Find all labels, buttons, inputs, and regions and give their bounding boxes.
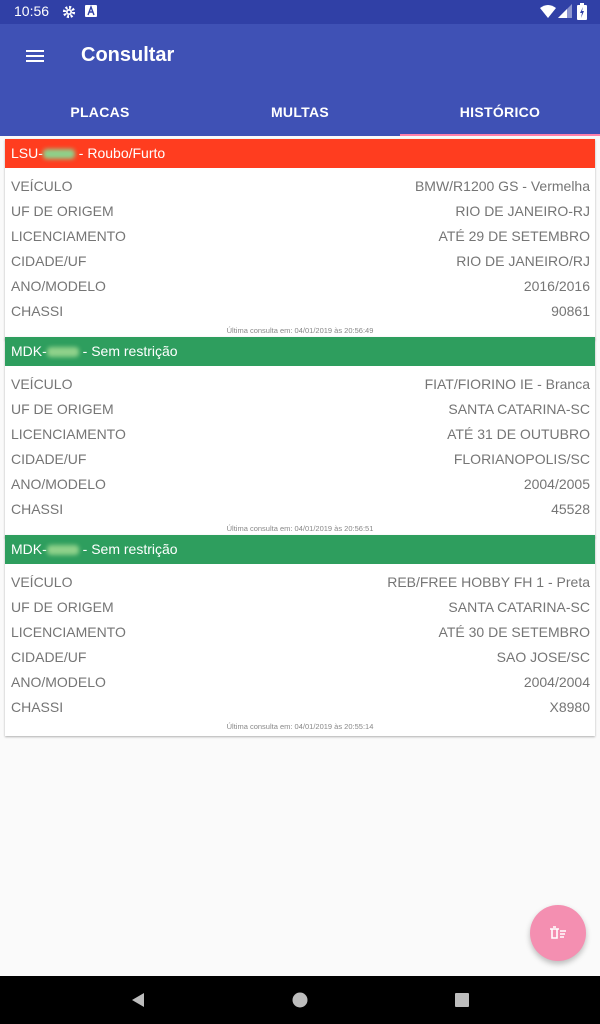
history-list <box>0 136 600 976</box>
info-row-veiculo <box>5 174 595 199</box>
last-query-text: Última consulta em: 04/01/2019 às 20:55:14 <box>226 722 374 731</box>
row-value: 2004/2004 <box>523 674 590 690</box>
plate-status: - Sem restrição <box>78 541 178 557</box>
row-value: 90861 <box>551 303 590 319</box>
row-value: FLORIANOPOLIS/SC <box>453 451 590 467</box>
plate-prefix: MDK- <box>11 343 47 359</box>
row-label: CHASSI <box>11 303 64 319</box>
row-label: LICENCIAMENTO <box>11 624 126 640</box>
row-value: RIO DE JANEIRO/RJ <box>456 253 590 269</box>
info-row-ano-modelo <box>5 274 595 299</box>
info-row-uf-origem <box>5 397 595 422</box>
row-value: ATÉ 29 DE SETEMBRO <box>438 228 590 244</box>
tab-label: PLACAS <box>70 104 130 120</box>
info-row-ano-modelo <box>5 670 595 695</box>
row-value: SAO JOSE/SC <box>496 649 590 665</box>
tab-bar <box>0 88 600 136</box>
home-icon[interactable] <box>288 988 312 1012</box>
last-query-text: Última consulta em: 04/01/2019 às 20:56:51 <box>226 524 374 533</box>
history-card[interactable] <box>5 535 595 736</box>
delete-sweep-icon <box>549 926 567 940</box>
row-value: 45528 <box>551 501 590 517</box>
info-row-licenciamento <box>5 422 595 447</box>
system-nav-bar <box>0 976 600 1024</box>
info-row-licenciamento <box>5 224 595 249</box>
row-value: 2016/2016 <box>523 278 590 294</box>
card-header <box>5 139 595 168</box>
info-row-veiculo <box>5 570 595 595</box>
history-card[interactable] <box>5 139 595 340</box>
info-row-cidade-uf <box>5 447 595 472</box>
row-value: RIO DE JANEIRO-RJ <box>455 203 590 219</box>
info-row-chassi <box>5 695 595 720</box>
row-label: VEÍCULO <box>11 574 73 590</box>
plate-status: - Sem restrição <box>78 343 178 359</box>
row-label: CHASSI <box>11 501 64 517</box>
row-value: REB/FREE HOBBY FH 1 - Preta <box>387 574 590 590</box>
status-time: 10:56 <box>14 3 50 19</box>
info-row-chassi <box>5 497 595 522</box>
app-bar <box>0 24 600 88</box>
info-row-veiculo <box>5 372 595 397</box>
info-row-uf-origem <box>5 199 595 224</box>
a-box-icon <box>85 5 97 17</box>
card-header <box>5 535 595 564</box>
info-row-ano-modelo <box>5 472 595 497</box>
blurred-plate <box>43 149 75 159</box>
recents-icon[interactable] <box>450 988 474 1012</box>
row-value: ATÉ 30 DE SETEMBRO <box>438 624 590 640</box>
row-value: SANTA CATARINA-SC <box>448 401 590 417</box>
row-value: ATÉ 31 DE OUTUBRO <box>447 426 590 442</box>
page-title: Consultar <box>81 44 175 66</box>
row-value: X8980 <box>549 699 590 715</box>
blurred-plate <box>47 545 79 555</box>
row-label: VEÍCULO <box>11 178 73 194</box>
row-value: BMW/R1200 GS - Vermelha <box>414 178 590 194</box>
gear-icon <box>62 5 76 19</box>
menu-icon[interactable] <box>24 44 50 68</box>
signal-icon <box>558 4 572 18</box>
plate-status: - Roubo/Furto <box>74 145 166 161</box>
row-value: 2004/2005 <box>523 476 590 492</box>
row-label: UF DE ORIGEM <box>11 599 114 615</box>
last-query-text: Última consulta em: 04/01/2019 às 20:56:49 <box>226 326 374 335</box>
info-row-uf-origem <box>5 595 595 620</box>
row-label: ANO/MODELO <box>11 674 106 690</box>
info-row-cidade-uf <box>5 645 595 670</box>
row-label: VEÍCULO <box>11 376 73 392</box>
row-label: CIDADE/UF <box>11 649 87 665</box>
row-label: CHASSI <box>11 699 64 715</box>
row-label: CIDADE/UF <box>11 253 87 269</box>
tab-placas[interactable] <box>0 88 200 136</box>
row-label: LICENCIAMENTO <box>11 426 126 442</box>
status-bar <box>0 0 600 24</box>
back-icon[interactable] <box>126 988 150 1012</box>
info-row-licenciamento <box>5 620 595 645</box>
history-card[interactable] <box>5 337 595 538</box>
row-value: FIAT/FIORINO IE - Branca <box>424 376 590 392</box>
tab-label: HISTÓRICO <box>459 104 541 120</box>
row-value: SANTA CATARINA-SC <box>448 599 590 615</box>
wifi-icon <box>540 4 556 18</box>
tab-multas[interactable] <box>200 88 400 136</box>
info-row-chassi <box>5 299 595 324</box>
row-label: ANO/MODELO <box>11 476 106 492</box>
info-row-cidade-uf <box>5 249 595 274</box>
row-label: UF DE ORIGEM <box>11 401 114 417</box>
blurred-plate <box>47 347 79 357</box>
plate-prefix: LSU- <box>11 145 43 161</box>
row-label: LICENCIAMENTO <box>11 228 126 244</box>
row-label: UF DE ORIGEM <box>11 203 114 219</box>
clear-history-button[interactable] <box>530 905 586 961</box>
row-label: CIDADE/UF <box>11 451 87 467</box>
plate-prefix: MDK- <box>11 541 47 557</box>
card-header <box>5 337 595 366</box>
tab-historico[interactable] <box>400 88 600 136</box>
row-label: ANO/MODELO <box>11 278 106 294</box>
tab-label: MULTAS <box>270 104 330 120</box>
battery-icon <box>577 3 587 20</box>
